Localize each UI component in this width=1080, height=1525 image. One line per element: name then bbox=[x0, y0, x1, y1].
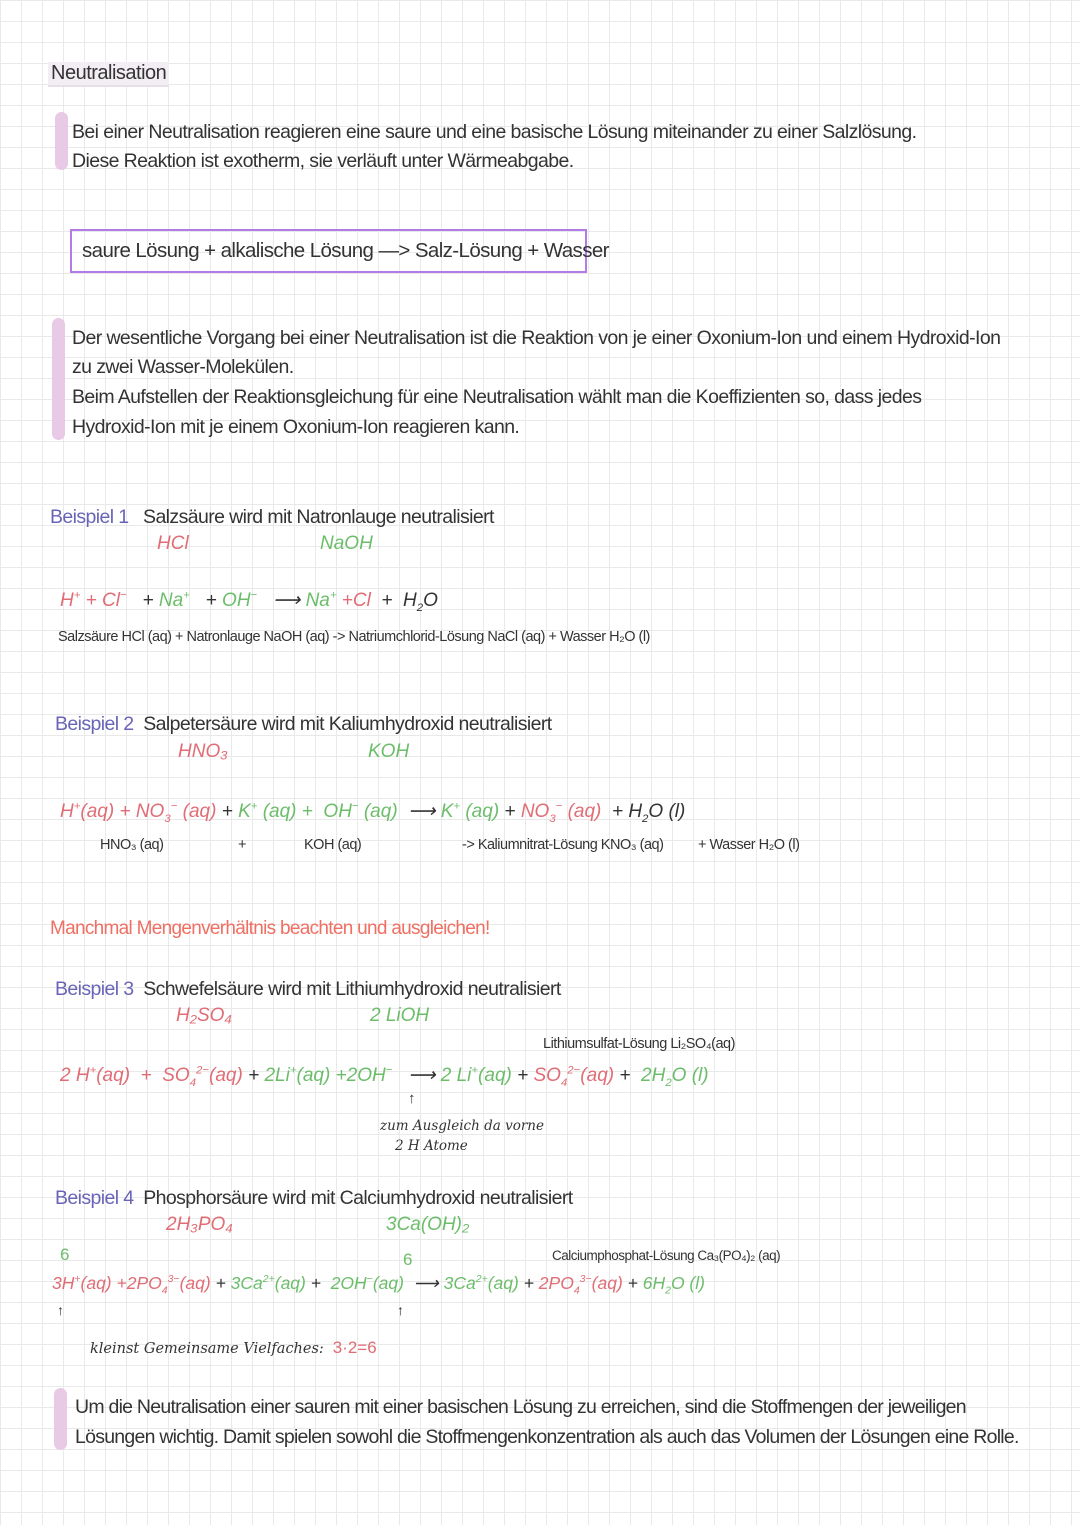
example-3-label: Beispiel 3 bbox=[55, 978, 134, 1000]
example-1-acid: HCl bbox=[157, 533, 189, 554]
example-2-note-water: + Wasser H₂O (l) bbox=[698, 837, 800, 853]
example-3-balance-note-2: 2 H Atome bbox=[395, 1138, 468, 1154]
example-4-equation: $3H^+(aq) +2PO_4^{3-}(aq) + 3Ca^{2+}(aq) + 2OH^-(aq)$ ⟶ $3Ca^{2+}(aq) + 2PO_4^{3-}(aq) + 6H_2O$ (l) bbox=[52, 1273, 705, 1297]
example-4-six-mid: 6 bbox=[403, 1250, 413, 1269]
conclusion-line-1: Um die Neutralisation einer sauren mit einer basischen Lösung zu erreichen, sind die Stoffmengen der jeweiligen bbox=[75, 1396, 966, 1418]
example-3-arrow: ↑ bbox=[408, 1090, 416, 1107]
example-4-text: Phosphorsäure wird mit Calciumhydroxid neutralisiert bbox=[143, 1187, 573, 1209]
example-2-note-plus: + bbox=[238, 837, 246, 853]
example-3-product-note: Lithiumsulfat-Lösung Li₂SO₄(aq) bbox=[543, 1036, 735, 1052]
example-4-six-left: 6 bbox=[60, 1245, 70, 1264]
example-4-heading bbox=[55, 1184, 573, 1213]
lcm-label: kleinst Gemeinsame Vielfaches: bbox=[90, 1341, 324, 1357]
example-3-acid: H₂SO₄ bbox=[176, 1005, 233, 1026]
example-4-base: 3Ca(OH)₂ bbox=[386, 1214, 470, 1235]
example-2-label: Beispiel 2 bbox=[55, 713, 134, 735]
example-4-product-note: Calciumphosphat-Lösung Ca₃(PO₄)₂ (aq) bbox=[552, 1248, 781, 1263]
example-3-text: Schwefelsäure wird mit Lithiumhydroxid neutralisiert bbox=[143, 978, 561, 1000]
example-3-equation: 2 $H^+(aq) + SO_4^{2-}(aq) + 2Li^+(aq) +2OH^-$ ⟶ 2 $Li^+(aq) + SO_4^{2-}(aq) + 2H_2O$ (l) bbox=[60, 1064, 709, 1089]
mechanism-line-1: Der wesentliche Vorgang bei einer Neutralisation ist die Reaktion von je einer Oxonium-Ion und einem Hydroxid-Ion bbox=[72, 327, 1001, 349]
example-2-heading bbox=[55, 710, 552, 739]
conclusion-line-2: Lösungen wichtig. Damit spielen sowohl die Stoffmengenkonzentration als auch das Volumen der Lösungen eine Rolle. bbox=[75, 1426, 1019, 1448]
warning-note: Manchmal Mengenverhältnis beachten und ausgleichen! bbox=[50, 918, 490, 939]
margin-bar bbox=[55, 112, 68, 170]
example-2-acid: HNO₃ bbox=[178, 741, 228, 762]
example-4-label: Beispiel 4 bbox=[55, 1187, 134, 1209]
mechanism-line-4: Hydroxid-Ion mit je einem Oxonium-Ion reagieren kann. bbox=[72, 416, 520, 438]
example-4-lcm bbox=[90, 1338, 377, 1358]
example-3-base: 2 LiOH bbox=[370, 1005, 430, 1026]
mechanism-line-2: zu zwei Wasser-Molekülen. bbox=[72, 356, 294, 378]
margin-bar bbox=[52, 318, 65, 440]
general-equation-box: saure Lösung + alkalische Lösung —> Salz-Lösung + Wasser bbox=[70, 229, 587, 273]
intro-line-2: Diese Reaktion ist exotherm, sie verläuft unter Wärmeabgabe. bbox=[72, 150, 574, 172]
example-1-heading bbox=[50, 503, 494, 532]
example-1-text: Salzsäure wird mit Natronlauge neutralisiert bbox=[143, 506, 494, 528]
example-3-balance-note-1: zum Ausgleich da vorne bbox=[380, 1118, 544, 1134]
example-2-text: Salpetersäure wird mit Kaliumhydroxid neutralisiert bbox=[143, 713, 552, 735]
example-2-note-product: -> Kaliumnitrat-Lösung KNO₃ (aq) bbox=[462, 837, 664, 853]
example-2-note-acid: HNO₃ (aq) bbox=[100, 837, 164, 853]
example-4-arrow-left: ↑ bbox=[57, 1302, 64, 1318]
example-1-base: NaOH bbox=[320, 533, 373, 554]
example-3-heading bbox=[55, 975, 561, 1004]
example-2-base: KOH bbox=[368, 741, 410, 762]
example-1-label: Beispiel 1 bbox=[50, 506, 129, 528]
margin-bar bbox=[54, 1388, 67, 1450]
example-2-note-base: KOH (aq) bbox=[304, 837, 362, 853]
example-2-equation: $H^+(aq) + NO_3^-$ (aq) + K+ (aq) + OH− (aq) ⟶ K+ $(aq) + NO_3^-$ $(aq) + H_2O$ (l) bbox=[60, 800, 686, 825]
example-1-summary: Salzsäure HCl (aq) + Natronlauge NaOH (aq) -> Natriumchlorid-Lösung NaCl (aq) + Wasser H₂O (l) bbox=[58, 629, 650, 645]
example-1-equation: H+ + Cl− + Na+ + OH− ⟶ $Na^+ +Cl + H_2O$ bbox=[60, 589, 438, 614]
page-title: Neutralisation bbox=[48, 62, 169, 87]
lcm-value: 3·2=6 bbox=[332, 1338, 377, 1357]
intro-line-1: Bei einer Neutralisation reagieren eine saure und eine basische Lösung miteinander zu einer Salzlösung. bbox=[72, 121, 917, 143]
example-4-arrow-mid: ↑ bbox=[397, 1302, 404, 1318]
example-4-acid: 2H₃PO₄ bbox=[166, 1214, 233, 1235]
mechanism-line-3: Beim Aufstellen der Reaktionsgleichung für eine Neutralisation wählt man die Koeffizienten so, dass jedes bbox=[72, 386, 922, 408]
